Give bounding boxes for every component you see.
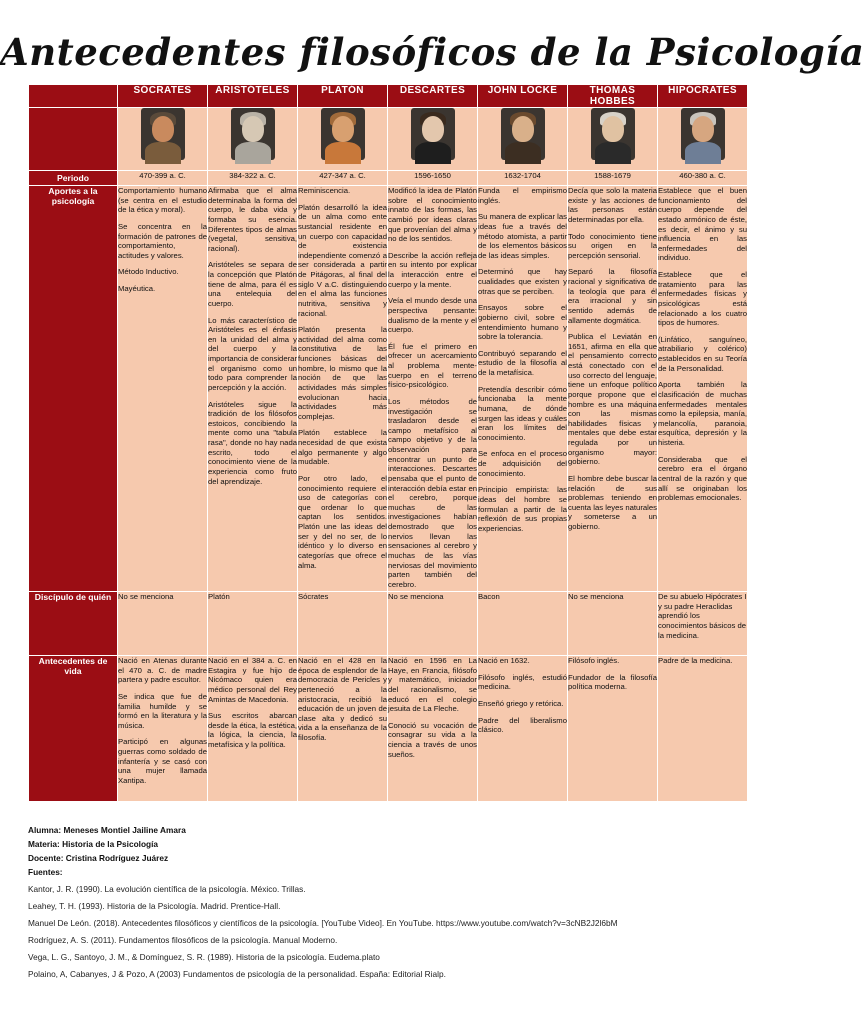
contribution-paragraph: Se concentra en la formación de patrones de comportamiento, actitudes y valores. (118, 221, 207, 260)
contribution-paragraph: Él fue el primero en ofrecer un acercamiento al problema mente-cuerpo en el terreno físico-psicológico. (388, 341, 477, 390)
contribution-paragraph: Todo conocimiento tiene su origen en la percepción sensorial. (568, 231, 657, 260)
background-cell-2 (298, 656, 388, 802)
portrait-row (29, 108, 748, 171)
period-cell-1: 384-322 a. C. (208, 171, 298, 186)
contribution-paragraph: Reminiscencia. (298, 186, 351, 195)
sources-title: Fuentes: (28, 866, 63, 877)
hippocrates-portrait (681, 108, 725, 160)
background-cell-6 (658, 656, 748, 802)
background-row (29, 656, 748, 802)
disciple-label: Discípulo de quién (29, 592, 118, 656)
contribution-paragraph: Aporta también la clasificación de muchas enfermedades mentales como la epilepsia, manía, melancolía, paranoia, esquítica, depresión y la histeria. (658, 380, 747, 447)
philosopher-name-3: DESCARTES (388, 85, 478, 108)
philosopher-name-0: SÓCRATES (118, 85, 208, 108)
portrait-head (422, 116, 444, 142)
contribution-paragraph: Por otro lado, el conocimiento requiere el uso de categorías con que ordenar lo que captan los sentidos. Platón une las ideas del ser y del no ser, de lo idéntico y lo diverso en categorías que ofrece el alma. (298, 473, 387, 570)
contribution-paragraph: Aristóteles sigue la tradición de los filósofos estoicos, concibiendo la mente como una "tabula rasa", donde no hay nada escrito, todo el conocimiento viene de la experiencia como fruto del aprendizaje. (208, 399, 297, 486)
contribution-paragraph: Decía que solo la materia existe y las acciones de las personas están determinadas por ella. (568, 186, 657, 224)
background-paragraph: Padre del liberalismo clásico. (478, 715, 567, 735)
footer (28, 826, 748, 980)
period-cell-2: 427-347 a. C. (298, 171, 388, 186)
reference-item: Kantor, J. R. (1990). La evolución científica de la psicología. México. Trillas. (28, 883, 306, 894)
background-paragraph: Participó en algunas guerras como soldado de infantería y se casó con una mujer llamada Xantipa. (118, 737, 207, 785)
background-paragraph: Conoció su vocación de consagrar su vida a la ciencia a través de unos sueños. (388, 720, 477, 759)
background-paragraph: Filósofo inglés. (568, 656, 620, 665)
disciple-cell-5: No se menciona (568, 592, 658, 656)
portrait-robe (505, 142, 541, 164)
philosopher-name-1: ARISTÓTELES (208, 85, 298, 108)
hobbes-portrait (591, 108, 635, 160)
portrait-cell-1 (208, 108, 298, 171)
disciple-cell-2: Sócrates (298, 592, 388, 656)
period-row (29, 171, 748, 186)
background-cell-4 (478, 656, 568, 802)
contribution-paragraph: Se enfoca en el proceso de adquisición del conocimiento. (478, 449, 567, 478)
portrait-robe (595, 142, 631, 164)
contributions-cell-2 (298, 186, 388, 592)
contribution-paragraph: Publica el Leviatán en 1651, afirma en ella que el pensamiento correcto está conectado con el uso correcto del lenguaje, tiene un enfoque político porque propone que el hombre es una máquina con las mismas habilidades físicas y mentales que debe estar regulada por un organismo mayor: gobierno. (568, 332, 657, 467)
disciple-row (29, 592, 748, 656)
portrait-cell-6 (658, 108, 748, 171)
portrait-head (602, 116, 624, 142)
teacher-name: Docente: Cristina Rodríguez Juárez (28, 852, 169, 863)
background-cell-5 (568, 656, 658, 802)
contribution-paragraph: Mayéutica. (118, 284, 156, 293)
student-name: Alumna: Meneses Montiel Jailine Amara (28, 825, 186, 835)
contribution-paragraph: Comportamiento humano (se centra en el estudio de la ética y moral). (118, 186, 207, 215)
contribution-paragraph: Describe la acción refleja en su intento por explicar la interacción entre el cuerpo y la mente. (388, 250, 477, 289)
reference-item: Manuel De León. (2018). Antecedentes filosóficos y científicos de la psicología. [YouTube Video]. En YouTube. https://www.youtube.com/watch?v=3cNB2J2l6bM (28, 917, 618, 928)
contribution-paragraph: Establece que el tratamiento para las enfermedades físicas y psicológicas está relacionado a los cuatro tipos de humores. (658, 270, 747, 328)
page-title: Antecedentes filosóficos de la Psicología (0, 30, 864, 74)
contribution-paragraph: Separó la filosofía racional y significativa de la teología que para él era irracional y sin sentido además de allamente dogmática. (568, 267, 657, 325)
portrait-robe (415, 142, 451, 164)
corner-cell (29, 85, 118, 108)
period-cell-4: 1632-1704 (478, 171, 568, 186)
contribution-paragraph: Aristóteles se separa de la concepción que Platón tiene de alma, para él es una entelequia del cuerpo. (208, 260, 297, 308)
disciple-cell-1: Platón (208, 592, 298, 656)
philosopher-name-2: PLATÓN (298, 85, 388, 108)
contribution-paragraph: Contribuyó separando el estudio de la filosofía al de la metafísica. (478, 348, 567, 377)
disciple-cell-3: No se menciona (388, 592, 478, 656)
contribution-paragraph: Determinó que hay cualidades que existen y otras que se perciben. (478, 267, 567, 296)
contribution-paragraph: Principio empirista: las ideas del hombre se formulan a partir de la reflexión de sus propias experiencias. (478, 485, 567, 533)
disciple-cell-4: Bacon (478, 592, 568, 656)
background-label: Antecedentes de vida (29, 656, 118, 802)
contribution-paragraph: Afirmaba que el alma determinaba la forma del cuerpo, le daba vida y formaba su esencia. Diferentes tipos de almas (vegetal, sensitiva, racional). (208, 186, 297, 253)
portrait-head (242, 116, 264, 142)
contribution-paragraph: Su manera de explicar las ideas fue a través del método atomista, a partir de los elementos básicos de las ideas simples. (478, 212, 567, 260)
contribution-paragraph: Platón presenta la actividad del alma como constitutiva de las funciones básicas del hombre, lo mismo que la noción de que las actividades más simples evolucionan hacia actividades más complejas. (298, 325, 387, 421)
reference-item: Vega, L. G., Santoyo, J. M., & Domínguez, S. R. (1989). Historia de la psicología. Eudema.plato (28, 951, 380, 962)
philosopher-name-4: JOHN LOCKE (478, 85, 568, 108)
contributions-cell-5 (568, 186, 658, 592)
disciple-cell-6: De su abuelo Hipócrates I y su padre Heraclidas aprendió los conocimientos básicos de la medicina. (658, 592, 748, 656)
period-cell-6: 460-380 a. C. (658, 171, 748, 186)
portrait-robe (685, 142, 721, 164)
background-cell-3 (388, 656, 478, 802)
portrait-robe (235, 142, 271, 164)
contribution-paragraph: (Linfático, sanguíneo, atrabiliario y colérico) establecidos en su Teoría de la Personalidad. (658, 334, 747, 373)
portrait-head (152, 116, 174, 142)
portrait-cell-4 (478, 108, 568, 171)
portrait-cell-0 (118, 108, 208, 171)
references-list (28, 885, 748, 980)
contributions-cell-6 (658, 186, 748, 592)
period-label: Periodo (29, 171, 118, 186)
contribution-paragraph: Platón establece la necesidad de que exista algo permanente y algo mudable. (298, 428, 387, 467)
background-paragraph: Padre de la medicina. (658, 656, 733, 665)
portrait-head (692, 116, 714, 142)
background-paragraph: Se indica que fue de familia humilde y se formó en la literatura y la música. (118, 691, 207, 730)
contribution-paragraph: Platón desarrolló la idea de un alma como ente sustancial residente en un cuerpo con capacidad de existencia independiente comenzó a ser considerada a partir de Pitágoras, al final del siglo V a.C. distinguiendo en el alma las funciones nutritiva, sensitiva y racional. (298, 202, 387, 318)
contribution-paragraph: Pretendía describir cómo funcionaba la mente humana, de dónde surgen las ideas y cuáles eran los límites del conocimiento. (478, 384, 567, 442)
reference-item: Leahey, T. H. (1993). Historia de la Psicología. Madrid. Prentice-Hall. (28, 900, 281, 911)
subject-name: Materia: Historia de la Psicología (28, 838, 159, 849)
contributions-cell-4 (478, 186, 568, 592)
period-cell-3: 1596-1650 (388, 171, 478, 186)
background-paragraph: Filósofo inglés, estudió medicina. (478, 672, 567, 692)
background-paragraph: Nació en el 384 a. C. en Estagira y fue hijo de Nicómaco quien era médico personal del Rey Amintas de Macedonia. (208, 656, 297, 704)
background-paragraph: Enseñó griego y retórica. (478, 698, 564, 708)
contribution-paragraph: Veía el mundo desde una perspectiva pensante: dualismo de la mente y el cuerpo. (388, 296, 477, 335)
portrait-robe (145, 142, 181, 164)
background-paragraph: Fundador de la filosofía política moderna. (568, 672, 657, 692)
contributions-cell-1 (208, 186, 298, 592)
background-cell-1 (208, 656, 298, 802)
portrait-head (512, 116, 534, 142)
contribution-paragraph: Funda el empirismo inglés. (478, 186, 567, 205)
locke-portrait (501, 108, 545, 160)
portrait-cell-5 (568, 108, 658, 171)
header-row (29, 85, 748, 108)
portrait-label-cell (29, 108, 118, 171)
reference-item: Rodríguez, A. S. (2011). Fundamentos filosóficos de la psicología. Manual Moderno. (28, 934, 338, 945)
disciple-cell-0: No se menciona (118, 592, 208, 656)
contribution-paragraph: Consideraba que el cerebro era el órgano central de la razón y que allí se originaban los problemas emocionales. (658, 454, 747, 503)
portrait-cell-3 (388, 108, 478, 171)
plato-portrait (321, 108, 365, 160)
socrates-portrait (141, 108, 185, 160)
period-cell-5: 1588-1679 (568, 171, 658, 186)
descartes-portrait (411, 108, 455, 160)
reference-item: Polaino, A, Cabanyes, J & Pozo, A (2003) Fundamentos de psicología de la personalidad. España: Editorial Rialp. (28, 968, 446, 979)
contribution-paragraph: El hombre debe buscar la relación de sus problemas teniendo en cuenta las leyes naturales y someterse a un gobierno. (568, 473, 657, 531)
contributions-row (29, 186, 748, 592)
contributions-cell-0 (118, 186, 208, 592)
background-paragraph: Nació en Atenas durante el 470 a. C. de madre partera y padre escultor. (118, 656, 207, 685)
philosopher-name-6: HIPÓCRATES (658, 85, 748, 108)
contributions-cell-3 (388, 186, 478, 592)
contribution-paragraph: Lo más característico de Aristóteles es el énfasis en la unidad del alma y del cuerpo y la importancia de considerar el organismo como un todo para comprender la percepción y la acción. (208, 315, 297, 392)
contributions-label: Aportes a la psicología (29, 186, 118, 592)
period-cell-0: 470-399 a. C. (118, 171, 208, 186)
portrait-cell-2 (298, 108, 388, 171)
contribution-paragraph: Establece que el buen funcionamiento del cuerpo depende del estado armónico de éste, es decir, el ánimo y su influencia en las enfermedades del individuo. (658, 186, 747, 263)
aristotle-portrait (231, 108, 275, 160)
philosopher-name-5: THOMAS HOBBES (568, 85, 658, 108)
contribution-paragraph: Los métodos de investigación se trasladaron desde el campo metafísico al campo objetivo y de la observación para encontrar un punto de interacciones. Descartes pensaba que el punto de interacción debía estar en el cerebro, porque muchas de las investigaciones habían demostrado que los nervios llevan las sensaciones al cerebro y muchas de las vías nerviosas del movimiento parten también del cerebro. (388, 396, 477, 589)
comparison-table (28, 84, 748, 802)
contribution-paragraph: Método Inductivo. (118, 267, 179, 277)
background-paragraph: Nació en el 428 en la época de esplendor de la democracia de Pericles y perteneció a la aristocracia, recibió la educación de un joven de clase alta y dedicó su vida a la enseñanza de la filosofía. (298, 656, 387, 742)
background-paragraph: Sus escritos abarcan desde la ética, la estética, la lógica, la ciencia, la metafísica y la política. (208, 711, 297, 749)
portrait-head (332, 116, 354, 142)
background-paragraph: Nació en 1596 en La Haye, en Francia, filósofo y matemático, iniciador del racionalismo, se educó en el colegio jesuita de La Fleche. (388, 656, 477, 714)
background-paragraph: Nació en 1632. (478, 656, 530, 665)
contribution-paragraph: Ensayos sobre el gobierno civil, sobre el entendimiento humano y sobre la tolerancia. (478, 303, 567, 342)
contribution-paragraph: Modificó la idea de Platón sobre el conocimiento innato de las formas, las cambió por ideas claras que provenían del alma y no de los sentidos. (388, 186, 477, 244)
background-cell-0 (118, 656, 208, 802)
portrait-robe (325, 142, 361, 164)
